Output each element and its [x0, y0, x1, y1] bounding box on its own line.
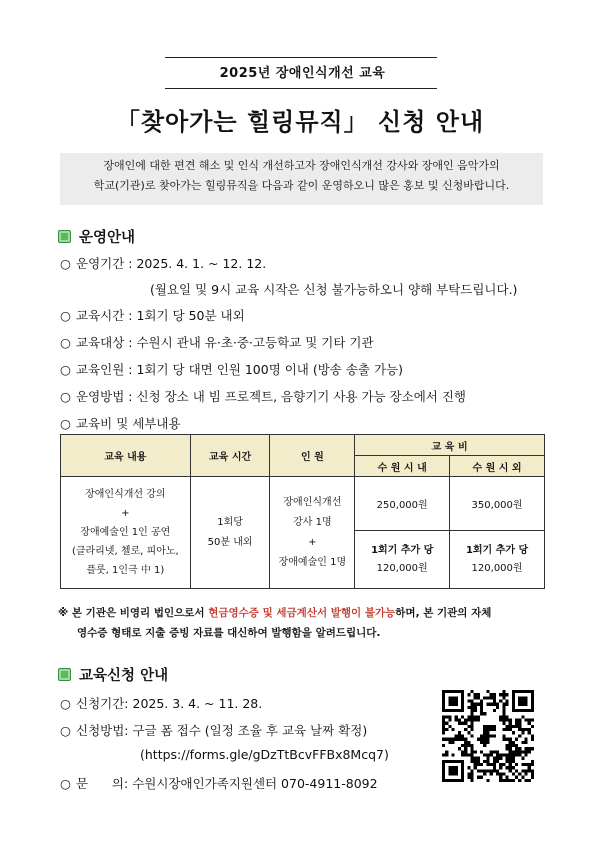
header-outside: 수 원 시 외 — [450, 456, 545, 477]
apply-period-text: 신청기간: 2025. 3. 4. ~ 11. 28. — [76, 696, 263, 711]
green-square-icon — [58, 668, 71, 681]
operation-heading — [58, 226, 135, 247]
header-inside: 수 원 시 내 — [355, 456, 450, 477]
cell-fee-inside: 250,000원 — [355, 477, 450, 531]
operation-capacity-text: 교육인원 : 1회기 당 대면 인원 100명 이내 (방송 송출 가능) — [76, 362, 404, 377]
time-line: 50분 내외 — [207, 536, 253, 548]
content-line: 장애인식개선 강의 — [85, 489, 166, 500]
extra-inside-value: 120,000원 — [376, 562, 428, 574]
content-line: + — [121, 508, 130, 519]
operation-method-text: 운영방법 : 신청 장소 내 빔 프로젝트, 음향기기 사용 가능 장소에서 진행 — [76, 389, 466, 404]
qr-code-icon[interactable] — [442, 690, 534, 782]
extra-outside-value: 120,000원 — [471, 562, 523, 574]
header-people: 인 원 — [270, 435, 355, 477]
subtitle-top-rule — [165, 57, 437, 58]
bullet: ○ — [60, 416, 71, 431]
subtitle: 2025년 장애인식개선 교육 — [219, 66, 386, 81]
notice — [58, 603, 553, 643]
apply-method — [60, 721, 367, 739]
apply-contact — [60, 774, 378, 792]
notice-line-2: 영수증 형태로 지출 증빙 자료를 대신하여 발행함을 알려드립니다. — [77, 627, 381, 639]
operation-period-text: 운영기간 : 2025. 4. 1. ~ 12. 12. — [76, 256, 267, 271]
header-time: 교육 시간 — [190, 435, 270, 477]
intro-line-2: 학교(기관)로 찾아가는 힐링뮤직을 다음과 같이 운영하오니 많은 홍보 및 신청바랍니다. — [93, 179, 510, 192]
notice-highlight: 현금영수증 및 세금계산서 발행이 불가능 — [208, 607, 396, 619]
operation-target-text: 교육대상 : 수원시 관내 유·초·중·고등학교 및 기타 기관 — [76, 335, 374, 350]
notice-mark: ※ — [58, 607, 69, 619]
apply-method-text: 신청방법: 구글 폼 접수 (일정 조율 후 교육 날짜 확정) — [76, 723, 368, 738]
cell-people — [270, 477, 355, 589]
operation-capacity — [60, 360, 403, 378]
apply-period — [60, 694, 262, 712]
contact-label: 문 의: — [76, 776, 129, 791]
people-line: 장애예술인 1명 — [278, 556, 347, 568]
apply-heading-text: 교육신청 안내 — [79, 668, 169, 684]
people-line: + — [308, 536, 317, 548]
operation-heading-text: 운영안내 — [79, 230, 136, 246]
operation-fee-title-text: 교육비 및 세부내용 — [76, 416, 181, 431]
people-line: 장애인식개선 — [283, 496, 342, 508]
operation-period-note: (월요일 및 9시 교육 시작은 신청 불가능하오니 양해 부탁드립니다.) — [150, 282, 518, 297]
content-line: 장애예술인 1인 공연 — [80, 527, 171, 538]
header-content: 교육 내용 — [61, 435, 191, 477]
intro-line-1: 장애인에 대한 편견 해소 및 인식 개선하고자 장애인식개선 강사와 장애인 음악가의 — [103, 159, 500, 172]
bullet: ○ — [60, 696, 71, 711]
time-line: 1회당 — [217, 516, 243, 528]
operation-target — [60, 333, 374, 351]
subtitle-bottom-rule — [165, 88, 437, 89]
bullet: ○ — [60, 308, 71, 323]
cell-time — [190, 477, 270, 589]
cell-content — [61, 477, 191, 589]
header-fee: 교 육 비 — [355, 435, 545, 456]
extra-label: 1회기 추가 당 — [371, 544, 434, 556]
contact-text: 수원시장애인가족지원센터 070-4911-8092 — [132, 776, 378, 791]
bullet: ○ — [60, 389, 71, 404]
bullet: ○ — [60, 335, 71, 350]
page-title: 「찾아가는 힐링뮤직」 신청 안내 — [115, 108, 485, 136]
operation-period — [60, 254, 266, 272]
people-line: 강사 1명 — [293, 516, 332, 528]
cell-extra-outside — [450, 531, 545, 589]
operation-time-text: 교육시간 : 1회기 당 50분 내외 — [76, 308, 245, 323]
operation-fee-title — [60, 414, 181, 432]
notice-text: 본 기관은 비영리 법인으로서 — [71, 607, 209, 619]
bullet: ○ — [60, 776, 71, 791]
notice-text: 하며, 본 기관의 자체 — [395, 607, 492, 619]
content-line: (클라리넷, 첼로, 피아노, — [71, 546, 179, 557]
bullet: ○ — [60, 723, 71, 738]
green-square-icon — [58, 230, 71, 243]
cell-fee-outside: 350,000원 — [450, 477, 545, 531]
content-line: 플룻, 1인극 中 1) — [86, 565, 165, 576]
apply-url[interactable]: (https://forms.gle/gDzTtBcvFFBx8Mcq7) — [140, 747, 389, 762]
cell-extra-inside — [355, 531, 450, 589]
apply-heading — [58, 664, 168, 685]
extra-label: 1회기 추가 당 — [465, 544, 529, 556]
operation-time — [60, 306, 245, 324]
operation-method — [60, 387, 466, 405]
bullet: ○ — [60, 362, 71, 377]
bullet: ○ — [60, 256, 71, 271]
notice-line-1 — [58, 603, 553, 623]
fee-table — [60, 434, 545, 589]
intro-box — [60, 153, 543, 205]
